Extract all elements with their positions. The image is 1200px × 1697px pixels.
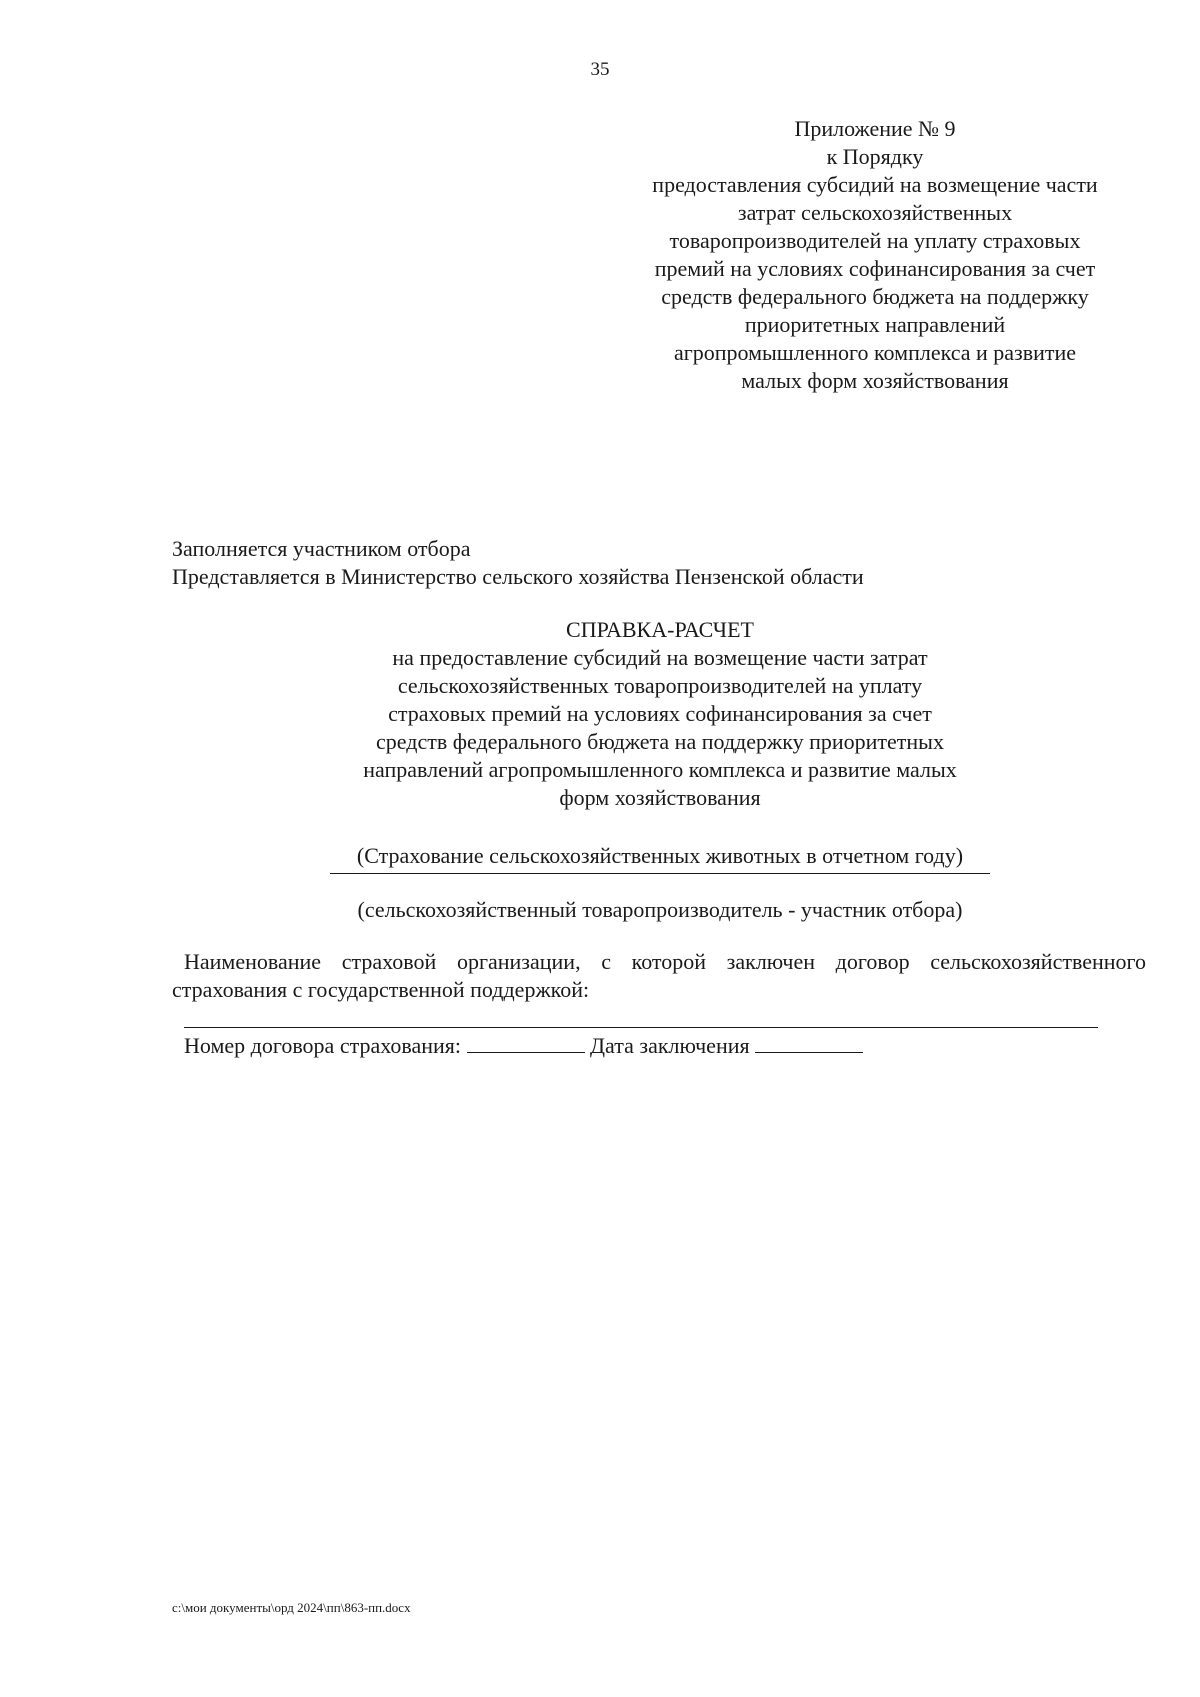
contract-number-label: Номер договора страхования: (184, 1033, 462, 1058)
title-line: сельскохозяйственных товаропроизводителей на уплату (397, 673, 923, 698)
appendix-line: малых форм хозяйствования (741, 368, 1009, 393)
document-title (300, 616, 1020, 812)
appendix-line: средств федерального бюджета на поддержку (661, 284, 1089, 309)
appendix-line: Приложение № 9 (794, 116, 956, 141)
appendix-header (640, 115, 1110, 395)
page-number: 35 (590, 59, 610, 80)
appendix-line: агропромышленного комплекса и развитие (673, 340, 1077, 365)
contract-row (184, 1032, 863, 1060)
title-line: страховых премий на условиях софинансирования за счет (388, 701, 932, 726)
fill-notes (172, 535, 864, 591)
contract-date-field[interactable] (755, 1032, 863, 1053)
filled-by-note: Заполняется участником отбора (172, 536, 471, 561)
title-line: средств федерального бюджета на поддержку приоритетных (376, 729, 944, 754)
title-heading: СПРАВКА-РАСЧЕТ (566, 617, 754, 642)
footer-file-path: c:\мои документы\орд 2024\пп\863-пп.docx (172, 1600, 411, 1615)
submitted-to-note: Представляется в Министерство сельского хозяйства Пензенской области (172, 564, 864, 589)
appendix-line: предоставления субсидий на возмещение части (652, 172, 1098, 197)
insurer-label: Наименование страховой организации, с которой заключен договор сельскохозяйственного страхования с государственной поддержкой: (172, 949, 1146, 1002)
contract-number-field[interactable] (467, 1032, 585, 1053)
title-line: на предоставление субсидий на возмещение части затрат (392, 645, 928, 670)
appendix-line: затрат сельскохозяйственных (737, 200, 1013, 225)
producer-name-field[interactable] (330, 873, 990, 874)
document-subject: (Страхование сельскохозяйственных животных в отчетном году) (356, 843, 964, 868)
producer-caption: (сельскохозяйственный товаропроизводитель - участник отбора) (357, 897, 963, 922)
appendix-line: товаропроизводителей на уплату страховых (669, 228, 1081, 253)
appendix-line: приоритетных направлений (744, 312, 1006, 337)
appendix-line: премий на условиях софинансирования за счет (654, 256, 1096, 281)
insurer-block (172, 948, 1146, 1004)
insurer-name-field[interactable] (184, 1027, 1098, 1028)
title-line: направлений агропромышленного комплекса и развитие малых (363, 757, 957, 782)
contract-date-label: Дата заключения (590, 1033, 750, 1058)
appendix-line: к Порядку (826, 144, 924, 169)
title-line: форм хозяйствования (559, 785, 761, 810)
